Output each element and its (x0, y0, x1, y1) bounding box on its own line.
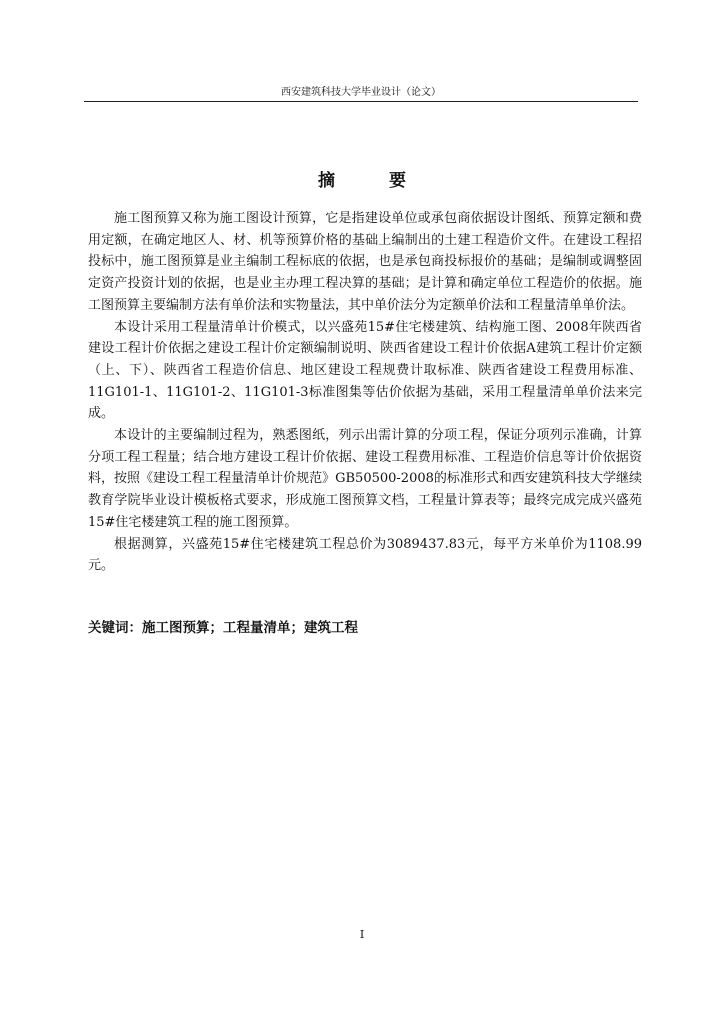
abstract-paragraph-3: 本设计的主要编制过程为，熟悉图纸，列示出需计算的分项工程，保证分项列示准确，计算分项工程工程量；结合地方建设工程计价依据、建设工程费用标准、工程造价信息等计价依据资料，按照《建设工程工程量清单计价规范》GB50500-2008的标准形式和西安建筑科技大学继续教育学院毕业设计模板格式要求，形成施工图预算文档，工程量计算表等；最终完成完成兴盛苑15#住宅楼建筑工程的施工图预算。 (88, 428, 642, 530)
abstract-body (88, 208, 642, 577)
keywords-line: 关键词：施工图预算；工程量清单；建筑工程 (88, 620, 358, 636)
page-number: I (359, 928, 365, 941)
abstract-title: 摘 要 (318, 171, 430, 191)
running-header: 西安建筑科技大学毕业设计（论文） (281, 87, 441, 98)
abstract-paragraph-2: 本设计采用工程量清单计价模式，以兴盛苑15#住宅楼建筑、结构施工图、2008年陕西省建设工程计价依据之建设工程计价定额编制说明、陕西省建设工程计价依据A建筑工程计价定额（上、下）、陕西省工程造价信息、地区建设工程规费计取标准、陕西省建设工程费用标准、11G101-1、11G101-2、11G101-3标准图集等估价依据为基础，采用工程量清单单价法来完成。 (88, 319, 642, 422)
abstract-paragraph-1: 施工图预算又称为施工图设计预算，它是指建设单位或承包商依据设计图纸、预算定额和费用定额，在确定地区人、材、机等预算价格的基础上编制出的土建工程造价文件。在建设工程招投标中，施工图预算是业主编制工程标底的依据，也是承包商投标报价的基础；是编制或调整固定资产投资计划的依据，也是业主办理工程决算的基础；是计算和确定单位工程造价的依据。施工图预算主要编制方法有单价法和实物量法，其中单价法分为定额单价法和工程量清单单价法。 (88, 211, 642, 313)
abstract-paragraph-4: 根据测算，兴盛苑15#住宅楼建筑工程总价为3089437.83元，每平方米单价为1108.99元。 (88, 536, 642, 574)
header-rule (84, 101, 638, 102)
